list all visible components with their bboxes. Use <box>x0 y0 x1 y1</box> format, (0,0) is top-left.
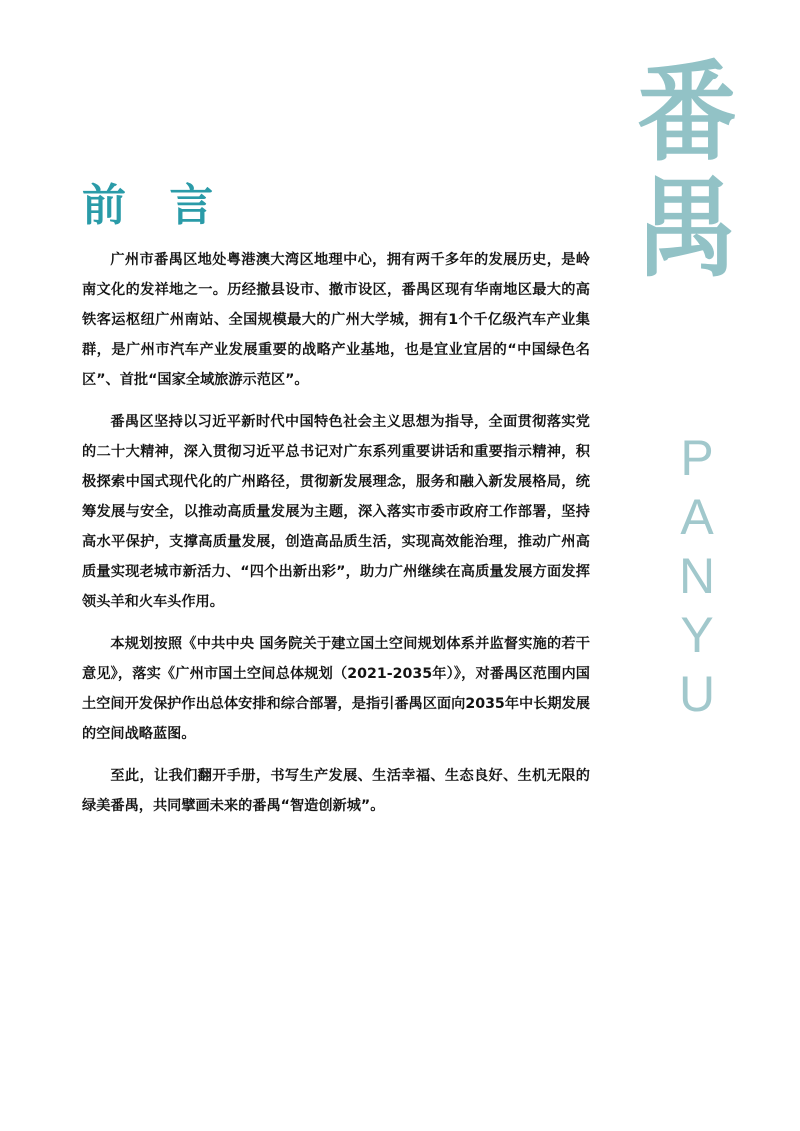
paragraph-4: 至此，让我们翻开手册，书写生产发展、生活幸福、生态良好、生机无限的绿美番禺，共同擘画未来的番禺“智造创新城”。 <box>82 768 590 814</box>
decorative-characters <box>622 50 752 293</box>
decorative-romanization: PANYU <box>669 430 725 725</box>
decorative-character-fan: 番 <box>637 50 737 176</box>
page-title: 前 言 <box>82 180 228 232</box>
paragraph-3: 本规划按照《中共中央 国务院关于建立国土空间规划体系并监督实施的若干意见》，落实《广州市国土空间总体规划（2021-2035年）》，对番禺区范围内国土空间开发保护作出总体安排和综合部署，是指引番禺区面向2035年中长期发展的空间战略蓝图。 <box>82 636 590 742</box>
preface-body <box>82 245 590 821</box>
paragraph-2: 番禺区坚持以习近平新时代中国特色社会主义思想为指导，全面贯彻落实党的二十大精神，深入贯彻习近平总书记对广东系列重要讲话和重要指示精神，积极探索中国式现代化的广州路径，贯彻新发展理念，服务和融入新发展格局，统筹发展与安全，以推动高质量发展为主题，深入落实市委市政府工作部署，坚持高水平保护，支撑高质量发展，创造高品质生活，实现高效能治理，推动广州高质量实现老城市新活力、“四个出新出彩”，助力广州继续在高质量发展方面发挥领头羊和火车头作用。 <box>82 414 590 610</box>
paragraph-1: 广州市番禺区地处粤港澳大湾区地理中心，拥有两千多年的发展历史，是岭南文化的发祥地之一。历经撤县设市、撤市设区，番禺区现有华南地区最大的高铁客运枢纽广州南站、全国规模最大的广州大学城，拥有1个千亿级汽车产业集群，是广州市汽车产业发展重要的战略产业基地，也是宜业宜居的“中国绿色名区”、首批“国家全域旅游示范区”。 <box>82 252 590 388</box>
decorative-character-yu: 禺 <box>637 166 737 293</box>
